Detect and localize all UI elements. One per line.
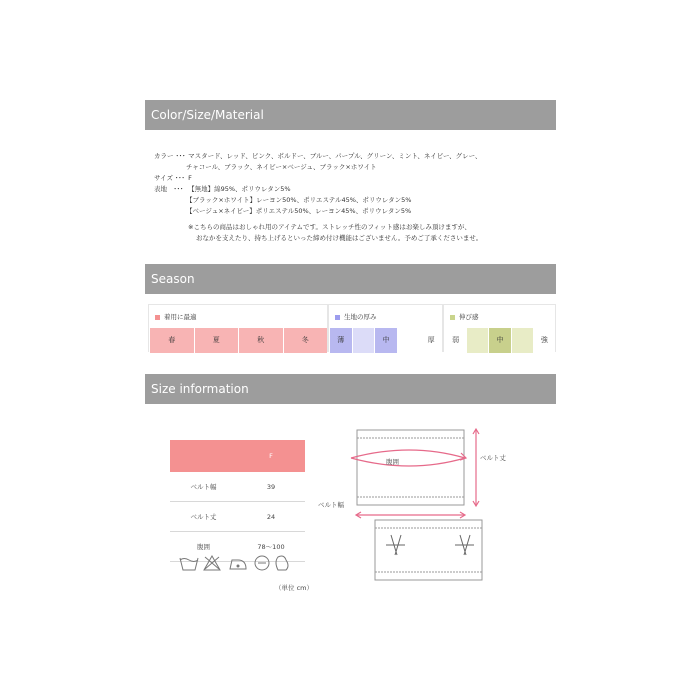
section-header-season: Season <box>145 264 556 294</box>
color-values-line1: マスタード、レッド、ピンク、ボルドー、ブルー、パープル、グリーン、ミント、ネイビー、グレー、 <box>188 152 482 160</box>
thickness-dot-icon <box>335 315 340 320</box>
stretch-cell: 中 <box>488 328 510 353</box>
thickness-cell: 薄 <box>329 328 352 353</box>
season-chart <box>148 304 556 352</box>
table-row <box>170 502 305 532</box>
width-arrow <box>356 512 465 518</box>
size-table <box>170 440 305 562</box>
section-header-color-size-material: Color/Size/Material <box>145 100 556 130</box>
size-table-header-row <box>170 440 305 472</box>
row-value: 39 <box>237 472 305 502</box>
belt-diagram <box>315 420 530 585</box>
wash-tub-icon <box>180 558 198 570</box>
stretch-cells <box>444 328 555 353</box>
section-header-size-information: Size information <box>145 374 556 404</box>
material-row <box>154 184 291 195</box>
unit-note: （単位 cm） <box>275 584 313 592</box>
thickness-segment <box>328 304 443 352</box>
usage-header: 着用に最適 <box>155 312 197 321</box>
usage-cells <box>149 328 327 353</box>
stretch-dot-icon <box>450 315 455 320</box>
note-line1: ※こちらの商品はおしゃれ用のアイテムです。ストレッチ性のフィット感はお楽しみ頂けますが、 <box>188 223 471 231</box>
size-table-header: F <box>237 440 305 472</box>
stretch-cell-blank <box>511 328 533 353</box>
row-value: 24 <box>237 502 305 532</box>
material-line3: 【ベージュ×ネイビー】ポリエステル50%、レーヨン45%、ポリウレタン5% <box>186 207 412 215</box>
iron-icon <box>230 560 246 569</box>
row-label: ベルト幅 <box>170 472 237 502</box>
size-table-corner <box>170 440 237 472</box>
thickness-cell: 厚 <box>419 328 442 353</box>
material-line2: 【ブラック×ホワイト】レーヨン50%、ポリエステル45%、ポリウレタン5% <box>186 196 412 204</box>
stretch-cell: 強 <box>533 328 555 353</box>
row-label: ベルト丈 <box>170 502 237 532</box>
color-values-line2: チャコール、ブラック、ネイビー×ベージュ、ブラック×ホワイト <box>186 163 377 171</box>
stretch-cell: 弱 <box>444 328 466 353</box>
thickness-header: 生地の厚み <box>335 312 377 321</box>
belt-front-outline <box>357 430 464 505</box>
usage-cell: 冬 <box>283 328 328 353</box>
thickness-cell-blank <box>352 328 375 353</box>
circumference-label: 腹囲 <box>386 458 399 466</box>
color-row <box>154 151 481 162</box>
usage-cell: 夏 <box>194 328 239 353</box>
material-label: 表地 ･･･ <box>154 185 184 193</box>
material-line1: 【無地】綿95%、ポリウレタン5% <box>188 185 291 193</box>
size-label: サイズ ･･･ <box>154 174 185 182</box>
table-row <box>170 472 305 502</box>
usage-segment <box>148 304 328 352</box>
stretch-segment <box>443 304 556 352</box>
width-label: ベルト幅 <box>318 501 344 509</box>
usage-cell: 秋 <box>238 328 283 353</box>
belt-back-outline <box>375 520 482 580</box>
size-value: F <box>188 174 192 182</box>
length-label: ベルト丈 <box>480 454 506 462</box>
stretch-header: 伸び感 <box>450 312 479 321</box>
row-value: 78～100 <box>237 532 305 562</box>
thickness-cells <box>329 328 442 353</box>
care-icons <box>178 552 298 576</box>
stretch-cell-blank <box>466 328 488 353</box>
row-label: 腹囲 <box>170 532 237 562</box>
thickness-cell: 中 <box>374 328 397 353</box>
hand-wash-icon <box>276 556 288 570</box>
dry-clean-icon <box>255 556 269 570</box>
size-row <box>154 173 192 184</box>
thickness-cell-blank <box>397 328 420 353</box>
length-arrow <box>473 429 479 506</box>
usage-cell: 春 <box>149 328 194 353</box>
usage-dot-icon <box>155 315 160 320</box>
color-label: カラー ･･･ <box>154 152 186 160</box>
no-bleach-icon <box>204 556 220 570</box>
note-line2: おなかを支えたり、持ち上げるといった締め付け機能はございません。予めご了承くださいませ。 <box>196 234 483 242</box>
circumference-arrow <box>351 450 466 466</box>
